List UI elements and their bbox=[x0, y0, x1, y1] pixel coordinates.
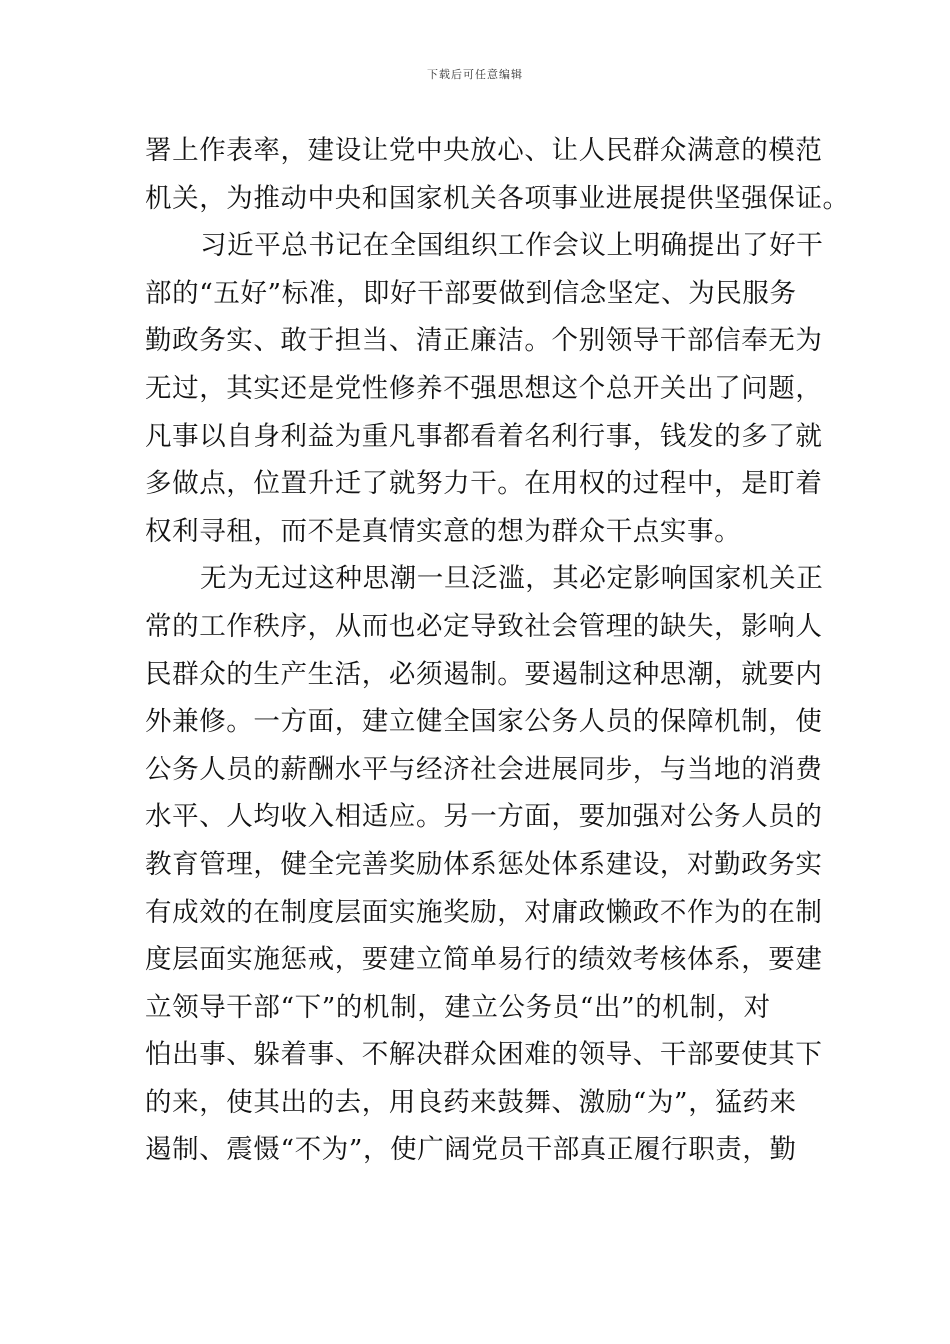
paragraph-3 bbox=[145, 555, 824, 1174]
text-line: 无过，其实还是党性修养不强思想这个总开关出了问题， bbox=[145, 372, 823, 404]
text-line: 部的“五好”标准，即好干部要做到信念坚定、为民服务 bbox=[145, 277, 797, 309]
text-line: 习近平总书记在全国组织工作会议上明确提出了好干 bbox=[200, 230, 824, 262]
paragraph-2 bbox=[145, 222, 824, 555]
text-line: 教育管理，健全完善奖励体系惩处体系建设，对勤政务实 bbox=[145, 848, 823, 880]
paragraph-1 bbox=[145, 127, 850, 222]
text-line: 水平、人均收入相适应。另一方面，要加强对公务人员的 bbox=[145, 801, 823, 833]
text-line: 民群众的生产生活，必须遏制。要遏制这种思潮，就要内 bbox=[145, 658, 823, 690]
text-line: 署上作表率，建设让党中央放心、让人民群众满意的模范 bbox=[145, 135, 823, 166]
text-line: 无为无过这种思潮一旦泛滥，其必定影响国家机关正 bbox=[200, 563, 824, 595]
text-line: 外兼修。一方面，建立健全国家公务人员的保障机制，使 bbox=[145, 706, 823, 738]
text-line: 公务人员的薪酬水平与经济社会进展同步，与当地的消费 bbox=[145, 753, 823, 785]
text-line: 怕出事、躲着事、不解决群众困难的领导、干部要使其下 bbox=[145, 1039, 823, 1071]
text-line: 勤政务实、敢于担当、清正廉洁。个别领导干部信奉无为 bbox=[145, 325, 823, 357]
document-body bbox=[145, 127, 850, 1174]
text-line: 有成效的在制度层面实施奖励，对庸政懒政不作为的在制 bbox=[145, 896, 823, 928]
text-line: 凡事以自身利益为重凡事都看着名利行事，钱发的多了就 bbox=[145, 420, 823, 452]
text-line: 立领导干部“下”的机制，建立公务员“出”的机制，对 bbox=[145, 991, 771, 1023]
text-line: 常的工作秩序，从而也必定导致社会管理的缺失，影响人 bbox=[145, 610, 823, 642]
text-line: 机关，为推动中央和国家机关各项事业进展提供坚强保证。 bbox=[145, 182, 850, 214]
text-line: 遏制、震慑“不为”，使广阔党员干部真正履行职责，勤 bbox=[145, 1134, 797, 1166]
text-line: 权利寻租，而不是真情实意的想为群众干点实事。 bbox=[145, 515, 742, 547]
text-line: 度层面实施惩戒，要建立简单易行的绩效考核体系，要建 bbox=[145, 944, 823, 976]
text-line: 的来，使其出的去，用良药来鼓舞、激励“为”，猛药来 bbox=[145, 1086, 797, 1118]
header-note: 下载后可任意编辑 bbox=[427, 68, 523, 81]
text-line: 多做点，位置升迁了就努力干。在用权的过程中，是盯着 bbox=[145, 468, 823, 500]
